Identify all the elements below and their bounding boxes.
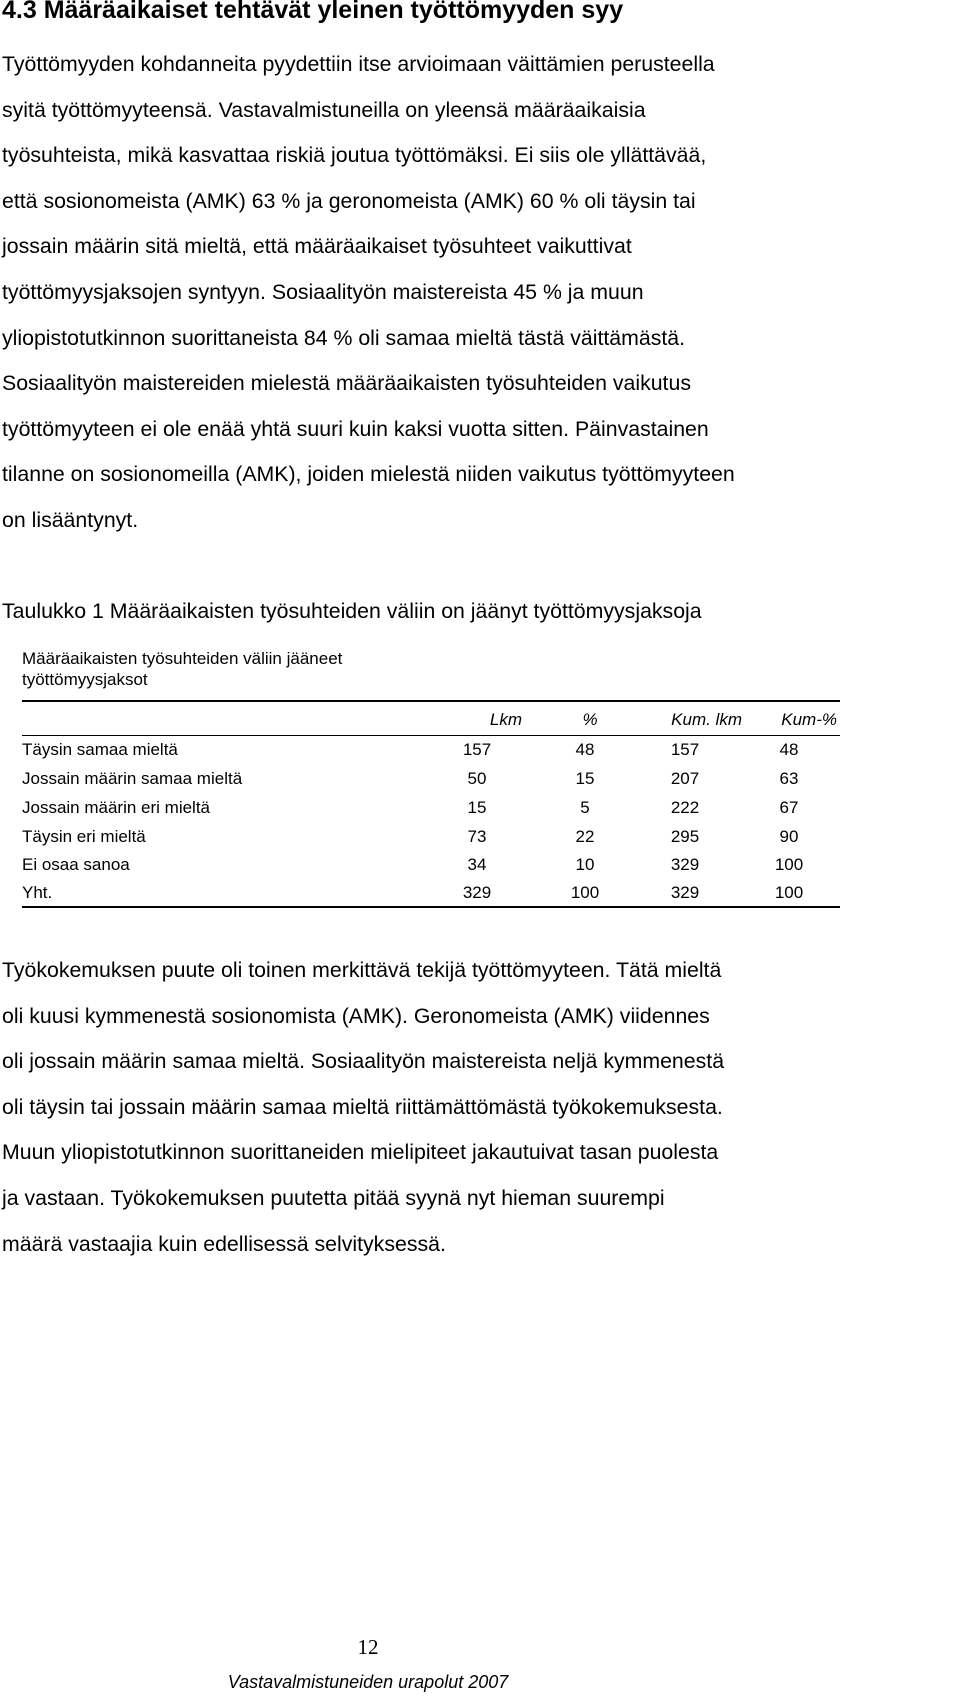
text-line: oli kuusi kymmenestä sosionomista (AMK). Geronomeista (AMK) viidennes	[2, 1003, 710, 1028]
text-line: työttömyysjaksojen syntyyn. Sosiaalityön maistereista 45 % ja muun	[2, 279, 644, 304]
row-label: Yht.	[22, 883, 53, 902]
table-row	[22, 823, 840, 851]
paragraph-work-experience	[2, 948, 954, 1267]
table-cell: 63	[779, 769, 799, 788]
table-row	[22, 851, 840, 879]
column-header: Kum-%	[781, 710, 837, 729]
table-rule-top	[22, 700, 840, 702]
table-caption: Taulukko 1 Määräaikaisten työsuhteiden väliin on jäänyt työttömyysjaksoja	[2, 599, 702, 623]
text-line: että sosionomeista (AMK) 63 % ja geronomeista (AMK) 60 % oli täysin tai	[2, 188, 696, 213]
text-line: määrä vastaajia kuin edellisessä selvityksessä.	[2, 1231, 446, 1256]
table-cell: 329	[670, 883, 700, 902]
text-line: Muun yliopistotutkinnon suorittaneiden mielipiteet jakautuivat tasan puolesta	[2, 1140, 719, 1165]
row-label: Ei osaa sanoa	[22, 855, 130, 874]
text-line: oli täysin tai jossain määrin samaa mieltä riittämättömästä työkokemuksesta.	[2, 1094, 723, 1119]
row-label: Täysin eri mieltä	[22, 827, 146, 846]
table-cell: 100	[774, 855, 804, 874]
text-line: jossain määrin sitä mieltä, että määräaikaiset työsuhteet vaikuttivat	[2, 234, 632, 259]
text-line: ja vastaan. Työkokemuksen puutetta pitää syynä nyt hieman suurempi	[2, 1185, 665, 1210]
table-row	[22, 765, 840, 793]
data-table	[22, 648, 840, 902]
table-cell: 22	[575, 827, 595, 846]
text-line: työsuhteista, mikä kasvattaa riskiä joutua työttömäksi. Ei siis ole yllättävää,	[2, 143, 707, 168]
table-title	[22, 648, 840, 690]
table-cell: 67	[779, 798, 799, 817]
table-cell: 207	[670, 769, 700, 788]
table-title-line: työttömyysjaksot	[22, 670, 148, 689]
table-cell: 100	[774, 883, 804, 902]
table-cell: 10	[575, 855, 595, 874]
table-cell: 48	[779, 740, 799, 759]
table-cell: 50	[467, 769, 487, 788]
text-line: Työkokemuksen puute oli toinen merkittävä tekijä työttömyyteen. Tätä mieltä	[2, 958, 722, 982]
table-cell: 100	[570, 883, 600, 902]
table-cell: 15	[467, 798, 487, 817]
page-footer: Vastavalmistuneiden urapolut 2007	[227, 1672, 509, 1692]
row-label: Jossain määrin samaa mieltä	[22, 769, 243, 788]
paragraph-intro	[2, 42, 954, 544]
column-header: %	[582, 710, 598, 729]
table-rule-bottom	[22, 906, 840, 908]
table-title-line: Määräaikaisten työsuhteiden väliin jääneet	[22, 649, 343, 668]
table-cell: 5	[580, 798, 590, 817]
text-line: Työttömyyden kohdanneita pyydettiin itse arvioimaan väittämien perusteella	[2, 52, 715, 76]
table-cell: 48	[575, 740, 595, 759]
row-label: Täysin samaa mieltä	[22, 740, 178, 759]
text-line: tilanne on sosionomeilla (AMK), joiden mielestä niiden vaikutus työttömyyteen	[2, 462, 735, 487]
row-label: Jossain määrin eri mieltä	[22, 798, 211, 817]
table-cell: 73	[467, 827, 487, 846]
table-cell: 34	[467, 855, 487, 874]
text-line: syitä työttömyyteensä. Vastavalmistuneilla on yleensä määräaikaisia	[2, 97, 646, 122]
table-row	[22, 794, 840, 822]
table-cell: 157	[670, 740, 700, 759]
table-cell: 15	[575, 769, 595, 788]
page-number: 12	[357, 1635, 379, 1659]
table-header-row	[22, 706, 840, 734]
text-line: on lisääntynyt.	[2, 507, 139, 532]
column-header: Kum. lkm	[671, 710, 742, 729]
table-cell: 90	[779, 827, 799, 846]
section-heading: 4.3 Määräaikaiset tehtävät yleinen työttömyyden syy	[2, 0, 624, 24]
text-line: oli jossain määrin samaa mieltä. Sosiaalityön maistereista neljä kymmenestä	[2, 1049, 725, 1074]
table-cell: 329	[670, 855, 700, 874]
text-line: Sosiaalityön maistereiden mielestä määräaikaisten työsuhteiden vaikutus	[2, 371, 691, 396]
table-cell: 329	[462, 883, 492, 902]
table-cell: 295	[670, 827, 700, 846]
table-total-row	[22, 879, 840, 907]
column-header: Lkm	[489, 710, 522, 729]
table-row	[22, 736, 840, 764]
table-cell: 222	[670, 798, 700, 817]
text-line: työttömyyteen ei ole enää yhtä suuri kuin kaksi vuotta sitten. Päinvastainen	[2, 416, 709, 441]
text-line: yliopistotutkinnon suorittaneista 84 % oli samaa mieltä tästä väittämästä.	[2, 325, 686, 350]
table-cell: 157	[462, 740, 492, 759]
